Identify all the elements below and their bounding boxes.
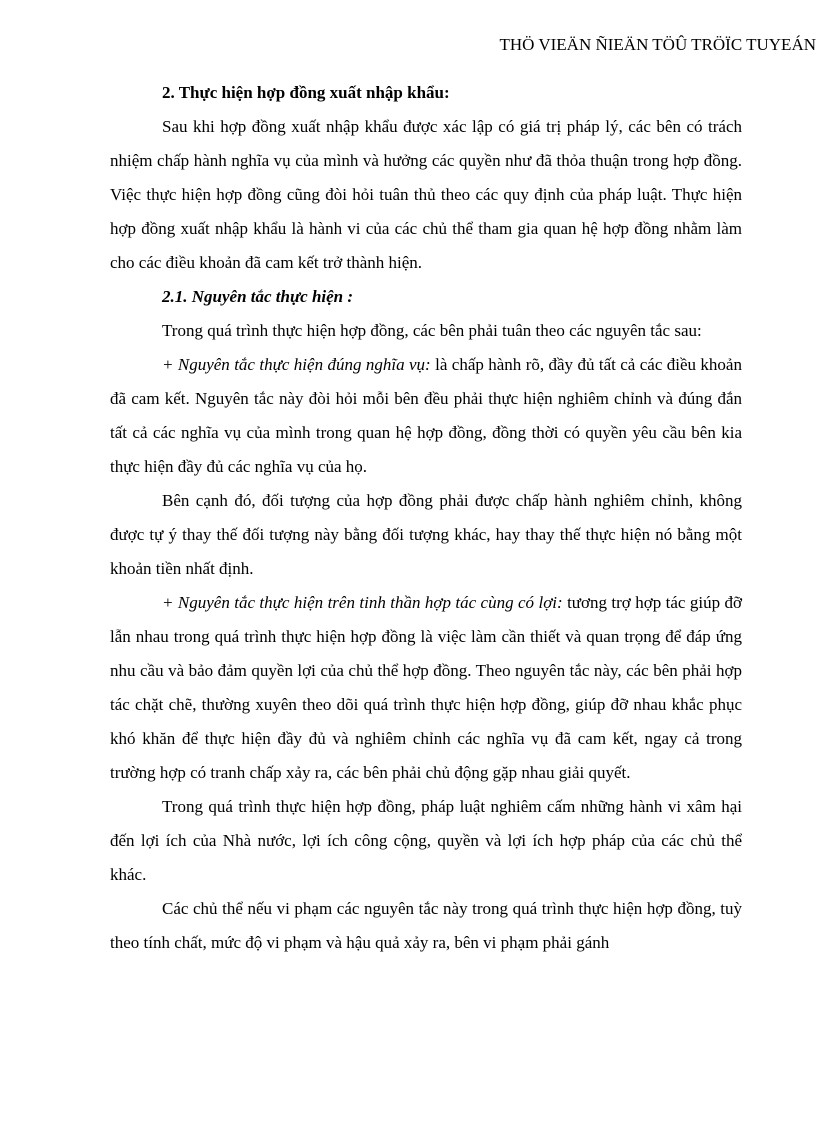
- paragraph-intro: Sau khi hợp đồng xuất nhập khẩu được xác lập có giá trị pháp lý, các bên có trách nhiệm chấp hành nghĩa vụ của mình và hưởng các quyền như đã thỏa thuận trong hợp đồng. Việc thực hiện hợp đồng cũng đòi hỏi tuân thủ theo các quy định của pháp luật. Thực hiện hợp đồng xuất nhập khẩu là hành vi của các chủ thể tham gia quan hệ hợp đồng nhằm làm cho các điều khoản đã cam kết trở thành hiện.: [110, 117, 742, 272]
- paragraph-principles-intro: Trong quá trình thực hiện hợp đồng, các bên phải tuân theo các nguyên tắc sau:: [162, 321, 702, 340]
- document-body: [110, 76, 742, 960]
- page-header: THÖ VIEÄN ÑIEÄN TÖÛ TRÖÏC TUYEÁN: [499, 35, 816, 54]
- principle-2-title: + Nguyên tắc thực hiện trên tinh thần hợp tác cùng có lợi:: [162, 593, 563, 612]
- principle-1-title: + Nguyên tắc thực hiện đúng nghĩa vụ:: [162, 355, 431, 374]
- paragraph-prohibitions: Trong quá trình thực hiện hợp đồng, pháp luật nghiêm cấm những hành vi xâm hại đến lợi ích của Nhà nước, lợi ích công cộng, quyền và lợi ích hợp pháp của các chủ thể khác.: [110, 797, 742, 884]
- paragraph-principle-2: [110, 586, 742, 790]
- paragraph-violations: Các chủ thể nếu vi phạm các nguyên tắc này trong quá trình thực hiện hợp đồng, tuỳ theo tính chất, mức độ vi phạm và hậu quả xảy ra, bên vi phạm phải gánh: [110, 899, 742, 952]
- section-heading: 2. Thực hiện hợp đồng xuất nhập khẩu:: [162, 83, 450, 102]
- principle-1-text: là chấp hành rõ, đầy đủ tất cả các điều khoản đã cam kết. Nguyên tắc này đòi hỏi mỗi bên đều phải thực hiện nghiêm chỉnh và đúng đắn tất cả các nghĩa vụ của mình trong quan hệ hợp đồng, đồng thời có quyền yêu cầu bên kia thực hiện đầy đủ các nghĩa vụ của họ.: [110, 355, 742, 476]
- paragraph-object-performance: Bên cạnh đó, đối tượng của hợp đồng phải được chấp hành nghiêm chỉnh, không được tự ý thay thế đối tượng này bằng đối tượng khác, hay thay thế thực hiện nó bằng một khoản tiền nhất định.: [110, 491, 742, 578]
- paragraph-principle-1: [110, 348, 742, 484]
- principle-2-text: tương trợ hợp tác giúp đỡ lẫn nhau trong quá trình thực hiện hợp đồng là việc làm cần thiết và quan trọng để đáp ứng nhu cầu và bảo đảm quyền lợi của chủ thể hợp đồng. Theo nguyên tắc này, các bên phải hợp tác chặt chẽ, thường xuyên theo dõi quá trình thực hiện hợp đồng, giúp đỡ nhau khắc phục khó khăn để thực hiện đầy đủ và nghiêm chỉnh các nghĩa vụ đã cam kết, ngay cả trong trường hợp có tranh chấp xảy ra, các bên phải chủ động gặp nhau giải quyết.: [110, 593, 742, 782]
- subsection-heading: 2.1. Nguyên tắc thực hiện :: [162, 287, 354, 306]
